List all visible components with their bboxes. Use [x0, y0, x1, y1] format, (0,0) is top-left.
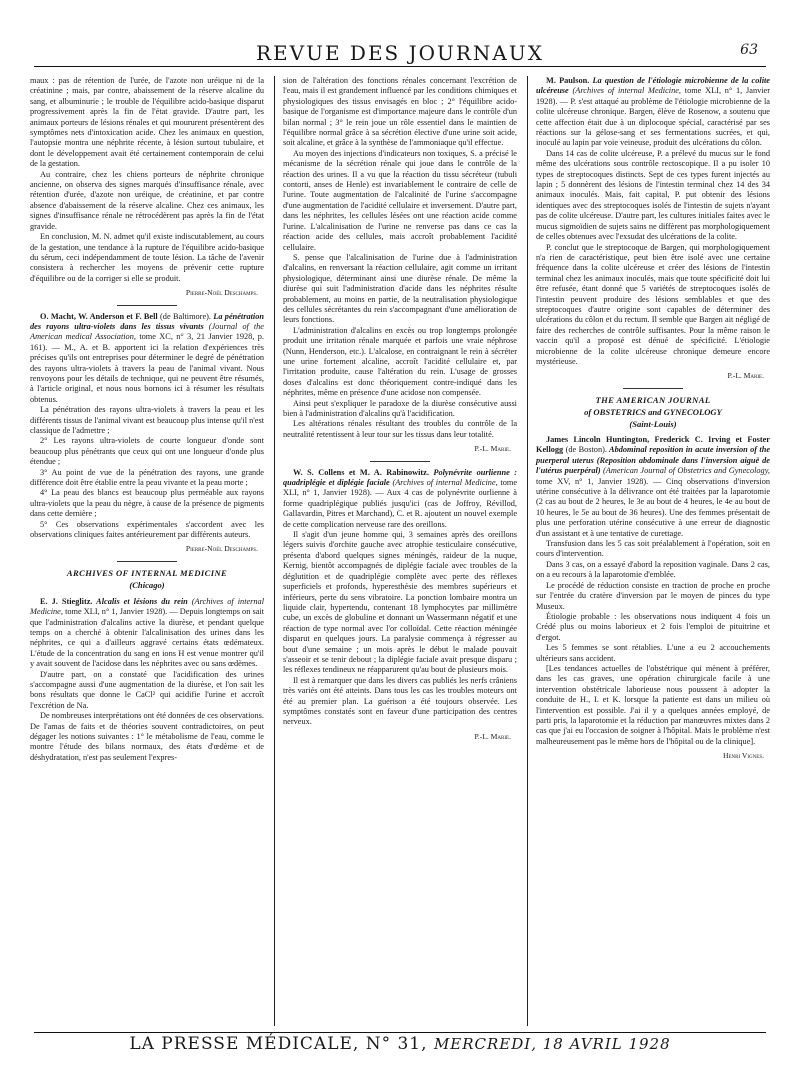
footer-date: MERCREDI, 18 AVRIL 1928 [433, 1035, 671, 1053]
paragraph: Les altérations rénales résultant des troubles du contrôle de la neutralité retentissent à leur tour sur les tissus dans leur totalité. [283, 419, 517, 439]
author-place: (de Boston). [563, 445, 607, 455]
paragraph: Le procédé de réduction consiste en traction de proche en proche sur l'entrée du cratère d'inversion par le moyen de pinces du type Museux. [536, 580, 770, 611]
separator [623, 388, 683, 389]
article-title: La pénétration des rayons ultra-violets dans les tissus vivants [30, 311, 264, 331]
paragraph: De nombreuses interprétations ont été données de ces observations. De l'amas de faits et de théories souvent contradictoires, on peut dégager les notions suivantes : 1° le métabolisme de l'eau, comme le montre l'étude des bilans normaux, des états d'œdème et de déshydratation, n'est pas seulement l'expres- [30, 711, 264, 762]
paragraph: maux : pas de rétention de l'urée, de l'azote non uréique ni de la créatinine ; mais, par contre, abaissement de la réserve alcaline du sang, et albuminurie ; le trouble de l'équilibre acido-basique disparut progressivement après la fin de l'état gravide. D'autre part, les animaux porteurs de lésions rénales et qui moururent présentèrent des symptômes nets d'intoxication acide. Chez les animaux en question, l'autopsie montra une néphrite récente, à lésion surtout tubulaire, et dont le développement avait été certainement contemporain de celui de la gestation. [30, 76, 264, 169]
section-title: ARCHIVES OF INTERNAL MEDICINE [66, 567, 228, 578]
paragraph: Il est à remarquer que dans les divers cas publiés les nerfs crâniens très variés ont été atteints. Dans tous les cas les troubles moteurs ont été au premier plan. La guérison a été toujours observée. Les symptômes constatés sont en faveur d'une participation des centres nerveux. [283, 675, 517, 727]
paragraph: P. conclut que le streptocoque de Bargen, qui morphologiquement n'a rien de caractéristique, peut bien être isolé avec une certaine fréquence dans la colite ulcéreuse et créer des lésions de l'intestin terminal chez les animaux inoculés, mais que toute spécificité doit lui être refusée, étant donné que 5 variétés de streptocoques isolés de l'intestin peuvent produire des lésions semblables et que des streptocoques d'autre origine sont capables de déterminer des ulcérations du côlon et du rectum. Il semble que Bargen ait négligé de faire des recherches de contrôle suffisantes. Pour la même raison le vaccin qu'il a proposé est dénué de spécificité. L'étiologie microbienne de la colite ulcéreuse chronique demeure encore mystérieuse. [536, 242, 770, 366]
signature: P.-L. Marie. [474, 731, 511, 741]
journal-name: (Archives of internal Medicine, [389, 478, 498, 488]
article-authors: O. Macht, W. Anderson et F. Bell [40, 311, 158, 321]
article-title: Polynévrite ourlienne : quadriplégie et diplégie faciale [283, 467, 518, 488]
journal-name: (American Journal of Obstetrics and Gynecology, [600, 466, 770, 476]
section-city: (Saint-Louis) [629, 418, 677, 429]
column-2 [283, 76, 517, 748]
journal-title: REVUE DES JOURNAUX [256, 41, 544, 65]
signature: Pierre-Noël Deschamps. [185, 288, 258, 298]
signature: Henri Vignes. [722, 751, 764, 761]
signature: P.-L. Marie. [727, 371, 764, 381]
article-abstract [30, 597, 264, 670]
paragraph: Dans 3 cas, on a essayé d'abord la reposition vaginale. Dans 2 cas, on a eu recours à la laparotomie d'emblée. [536, 559, 770, 580]
paragraph: Au contraire, chez les chiens porteurs de néphrite chronique ancienne, on observa des signes marqués d'insuffisance rénale, avec rétention d'urée, d'azote non uréique, de créatinine, et par contre absence d'abaissement de la réserve alcaline. Chez ces animaux, les signes d'insuffisance rénale ne rétrocédèrent pas après la fin de l'état gravide. [30, 169, 264, 231]
article-authors: E. J. Stieglitz. [40, 596, 93, 606]
section-title: THE AMERICAN JOURNAL [595, 394, 711, 405]
page-footer [34, 1034, 766, 1054]
column-divider [274, 76, 275, 1026]
journal-name: (Archives of internal Medicine, [30, 596, 265, 617]
separator [117, 305, 177, 306]
article-authors: James Lincoln Huntington, Frederick C. Irving et Foster Kellogg [536, 435, 770, 455]
article-title: La question de l'étiologie microbienne de la colite ulcéreuse [536, 76, 770, 96]
article-abstract [536, 435, 770, 539]
page-number: 63 [740, 42, 758, 58]
column-3 [536, 76, 770, 768]
paragraph: La pénétration des rayons ultra-violets à travers la peau et les différents tissus de l'animal vivant est beaucoup plus intense qu'il n'est classique de l'admettre ; [30, 405, 264, 435]
article-abstract [283, 468, 517, 530]
paragraph: 4° La peau des blancs est beaucoup plus perméable aux rayons ultra-violets que la peau du nègre, à cause de la présence de pigments dans cette dernière ; [30, 488, 264, 519]
article-body: tome XLI, n° 1, Janvier 1928). — P. s'est attaqué au problème de l'étiologie microbienne de la colite ulcéreuse chronique. Bargen, élève de Rosenow, a soutenu que cette affection était due à un diplocoque spécial, caractérisé par ses réactions sur la gélose-sang et ses fermentations sucrées, et qui, inoculé au lapin par voie veineuse, produit des ulcérations du côlon. [536, 86, 770, 148]
journal-name: (Archives of internal Medicine, [568, 86, 681, 96]
paragraph: sion de l'altération des fonctions rénales concernant l'excrétion de l'eau, mais il est grandement influencé par les conditions chimiques et physiologiques des tissus envisagés en bloc ; 2° l'équilibre acido-basique de l'organisme est d'importance majeure dans le contrôle d'un bilan normal ; 3° le rein joue un rôle essentiel dans le maintien de l'équilibre normal grâce à sa sécrétion élective d'une urine soit acide, soit alcaline, et grâce à la synthèse de l'ammoniaque qu'il effectue. [283, 76, 517, 148]
paragraph: Il s'agit d'un jeune homme qui, 3 semaines après des oreillons légers suivis d'orchite gauche avec atrophie testiculaire consécutive, présenta d'abord quelques signes méningés, raideur de la nuque, Kernig, bientôt accompagnés de diplégie faciale avec troubles de la déglutition et de quadriplégie complète avec perte des réflexes superficiels et profonds, hyperesthésie des membres supérieurs et inférieurs, perte du sens vibratoire. La ponction lombaire montra un liquide clair, hypertendu, contenant 18 lymphocytes par millimètre cube, un excès de globuline et donnant un Wassermann négatif et une réaction de type normal avec l'or colloïdal. Cette réaction méningée disparut en quelques jours. La paralysie commença à régresser au bout d'une semaine ; un mois après le début le malade pouvait s'asseoir et se tenir debout ; la diplégie faciale avait presque disparu ; les réflexes tendineux ne réapparurent qu'au bout de plusieurs mois. [283, 530, 517, 675]
separator [117, 561, 177, 562]
paragraph: Dans 14 cas de colite ulcéreuse, P. a prélevé du mucus sur le fond même des ulcérations sous contrôle rectoscopique. Il a pu isoler 10 types de streptocoques distincts. Sept de ces types furent injectés au lapin ; 5 donnèrent des lésions de l'intestin terminal chez 14 des 34 animaux inoculés. Mais, fait capital, P. put obtenir des lésions identiques avec des streptocoques isolés de l'intestin de sujets n'ayant pas de colite ulcéreuse. D'autre part, les cultures initiales faites avec le mucus sigmoïdien de sujets sains ne diffèrent pas morphologiquement de celles obtenues avec l'exsudat des ulcérations de la colite. [536, 148, 770, 242]
journal-name: (Journal of the American medical Association, [30, 321, 264, 342]
article-authors: M. Paulson. [546, 76, 590, 85]
author-place: (de Baltimore). [157, 311, 211, 321]
paragraph: 5° Ces observations expérimentales s'accordent avec les observations cliniques faites antérieurement par différents auteurs. [30, 519, 264, 540]
article-abstract [536, 76, 770, 149]
signature: Pierre-Noël Deschamps. [185, 544, 258, 554]
paragraph: Au moyen des injections d'indicateurs non toxiques, S. a précisé le mécanisme de la sécrétion rénale qui joue dans le contrôle de la réaction des urines. Il a vu que la réaction du tissu sécréteur (tubuli contorti, anses de Henle) est invariablement le contraire de celle de l'urine. Toute augmentation de l'alcalinité de l'urine s'accompagne d'une augmentation de l'acidité cellulaire et inversement. D'autre part, dans les néphrites, les cellules lésées ont une réaction acide comme l'urine. L'alcalinisation de l'urine ne renverse pas dans ce cas la réaction acide des cellules, mais accroît probablement l'acidité cellulaire. [283, 148, 517, 252]
column-divider [527, 76, 528, 1026]
article-abstract [30, 312, 264, 406]
section-city: (Chicago) [129, 580, 165, 591]
article-title: Alcalis et lésions du rein [92, 596, 188, 606]
article-authors: W. S. Collens et M. A. Rabinowitz. [293, 467, 429, 477]
column-1 [30, 76, 264, 763]
article-body: tome XLI, n° 1, Janvier 1928). — Aux 4 cas de polynévrite ourlienne à forme quadriplégique publiés jusqu'ici (cas de Joffroy, Révillod, Gallavardin, Pitres et Marchand), C. et R. ajoutent un nouvel exemple de cette complication nerveuse rare des oreillons. [283, 478, 517, 529]
paragraph: D'autre part, on a constaté que l'acidification des urines s'accompagne aussi d'une augmentation de la diurèse, et l'on sait les bons résultats que donne le CaCl² qui acidifie l'urine et accroît l'excrétion de Na. [30, 669, 264, 710]
header-rule [34, 66, 766, 67]
article-body: tome XV, n° 1, Janvier 1928). — Cinq observations d'inversion utérine consécutive à la délivrance ont été traitées par la laparotomie (2 cas au bout de 2 heures, le 3e au bout de 4 heures, le 4e au bout de 10 heures, le 5e au bout de 36 heures). Une des femmes présentait de plus une perforation utérine consécutive à une erreur de diagnostic d'un assistant et à une tentative de curettage. [536, 476, 770, 538]
paragraph: Les 5 femmes se sont rétablies. L'une a eu 2 accouchements ultérieurs sans accident. [536, 643, 770, 663]
paragraph: Transfusion dans les 5 cas soit préalablement à l'opération, soit en cours d'intervention. [536, 539, 770, 559]
article-body: tome XLI, n° 1, Janvier 1928). — Depuis longtemps on sait que l'administration d'alcalins active la diurèse, et pendant quelque temps on a cherché à obtenir l'alcalinisation des urines dans les néphrites, ce qui a d'ailleurs aggravé certains états œdémateux. L'étude de la concentration du sang en ions H est venue montrer qu'il y avait souvent de l'acidose dans les néphrites avec ou sans œdèmes. [30, 607, 264, 669]
section-subtitle: of OBSTETRICS and GYNECOLOGY [584, 407, 722, 418]
paragraph: 3° Au point de vue de la pénétration des rayons, une grande différence doit être établie entre la peau vivante et la peau morte ; [30, 467, 264, 488]
paragraph: Étiologie probable : les observations nous indiquent 4 fois un Crédé plus ou moins laborieux et 2 fois l'emploi de pituitrine et d'ergot. [536, 611, 770, 642]
paragraph: S. pense que l'alcalinisation de l'urine due à l'administration d'alcalins, en renversant la réaction cellulaire, agit comme un irritant physiologique, déterminant ainsi une diurèse rénale. De même la diurèse qui suit l'administration d'acide dans les néphrites résulte probablement, au moins en partie, de la neutralisation physiologique des cellules sécrétantes du rein s'accompagnant d'une amélioration de leurs fonctions. [283, 252, 517, 325]
paragraph: L'administration d'alcalins en excès ou trop longtemps prolongée produit une irritation rénale marquée et parfois une vraie néphrose (Nunn, Henderson, etc.). L'alcalose, en contraignant le rein à sécréter une urine fortement alcaline, accroît l'acidité cellulaire et, par l'irritation produite, cause l'altération du rein. L'usage de grosses doses d'alcalins est donc théoriquement contre-indiqué dans les néphrites, même en présence d'une acidose non compensée. [283, 325, 517, 398]
paragraph: En conclusion, M. N. admet qu'il existe indiscutablement, au cours de la gestation, une tendance à la rupture de l'équilibre acido-basique du sérum, ceci indépendamment de toute lésion. La tâche de l'avenir consistera à rechercher les moyens de prévenir cette rupture d'équilibre ou de la corriger si elle se produit. [30, 232, 264, 283]
paragraph: [Les tendances actuelles de l'obstétrique qui mènent à préférer, dans les cas graves, une opération chirurgicale facile à une intervention obstétricale laborieuse nous poussent à adopter la conduite de H., I. et K. lorsque la patiente est dans un milieu où l'intervention est possible. J'ai il y a quelques années employé, de parti pris, la laparotomie et la réduction par manœuvres mixtes dans 2 cas que j'ai eu l'occasion de soigner à l'hôpital. Mais le problème n'est malheureusement pas le même hors de l'hôpital ou de la clinique]. [536, 663, 770, 746]
signature: P.-L. Marie. [474, 444, 511, 454]
paragraph: 2° Les rayons ultra-violets de courte longueur d'onde sont beaucoup plus pénétrants que ceux qui ont une longueur d'onde plus étendue ; [30, 436, 264, 467]
paragraph: Ainsi peut s'expliquer le paradoxe de la diurèse consécutive aussi bien à l'administration d'alcalins qu'à l'acidification. [283, 398, 517, 418]
footer-rule [34, 1032, 766, 1033]
article-body: tome XC, n° 3, 21 Janvier 1928, p. 161). — M., A. et B. apportent ici la relation d'expériences très précises qu'ils ont entreprises pour déterminer le degré de pénétration des rayons ultra-violets à travers la peau de l'animal vivant. Nous renvoyons pour les détails de technique, qui ne peuvent être résumés, à l'article original, et nous nous bornons ici à résumer les résultats obtenus. [30, 332, 265, 404]
article-title: Abdominal reposition in acute inversion of the puerperal uterus (Reposition abdominale dans l'inversion aiguë de l'utérus puerpéral) [536, 445, 771, 476]
separator [370, 461, 430, 462]
footer-publication: LA PRESSE MÉDICALE, N° 31, [129, 1034, 428, 1054]
